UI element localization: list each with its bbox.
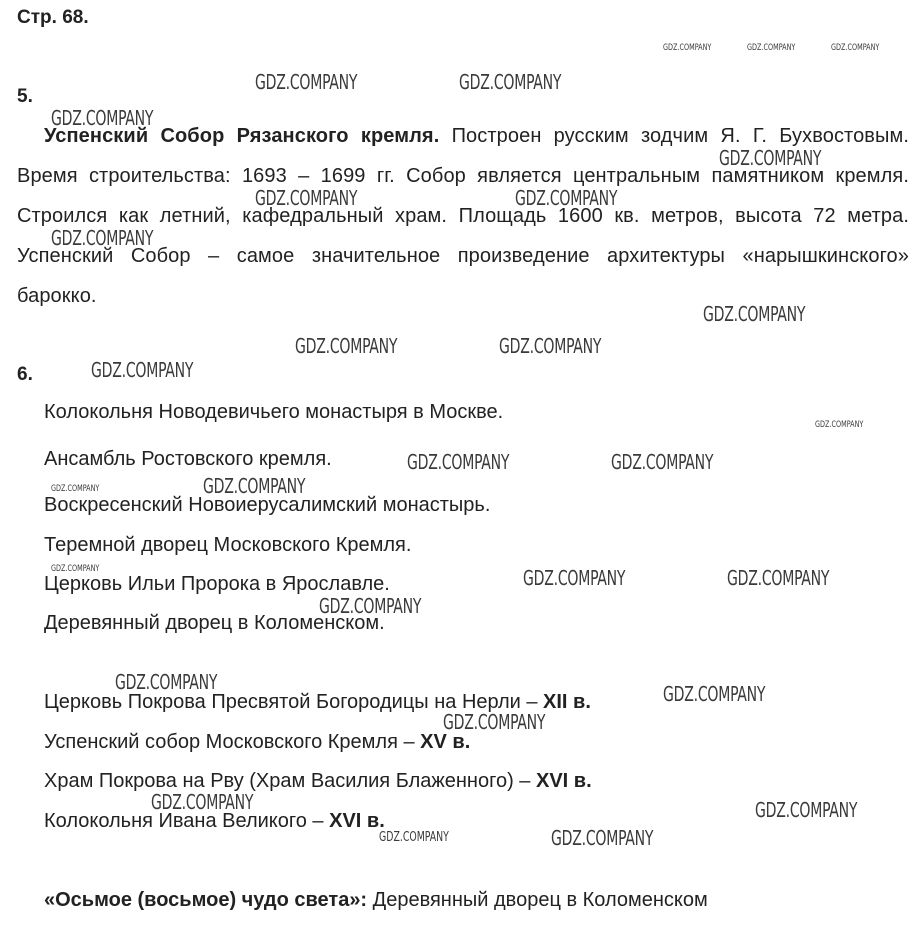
century-item-text: Успенский собор Московского Кремля –	[44, 731, 421, 753]
watermark: GDZ.COMPANY	[319, 594, 422, 618]
list-item: Деревянный дворец в Коломенском.	[44, 612, 385, 634]
watermark: GDZ.COMPANY	[203, 474, 306, 498]
watermark: GDZ.COMPANY	[523, 566, 626, 590]
section-5-title: Успенский Собор Рязанского кремля.	[44, 125, 440, 147]
century-item-text: Церковь Покрова Пресвятой Богородицы на Нерли –	[44, 691, 544, 713]
list-item: Ансамбль Ростовского кремля.	[44, 448, 332, 470]
watermark: GDZ.COMPANY	[91, 358, 194, 382]
section-6-number: 6.	[17, 364, 33, 385]
watermark: GDZ.COMPANY	[663, 43, 712, 53]
watermark: GDZ.COMPANY	[51, 484, 100, 494]
list-item: Воскресенский Новоиерусалимский монастырь.	[44, 494, 491, 516]
watermark: GDZ.COMPANY	[747, 43, 796, 53]
century-item-text: Колокольня Ивана Великого –	[44, 810, 330, 832]
watermark: GDZ.COMPANY	[407, 450, 510, 474]
watermark: GDZ.COMPANY	[755, 798, 858, 822]
watermark: GDZ.COMPANY	[51, 106, 154, 130]
century-item-text: Храм Покрова на Рву (Храм Василия Блаженного) –	[44, 770, 536, 792]
watermark: GDZ.COMPANY	[115, 670, 218, 694]
watermark: GDZ.COMPANY	[459, 70, 562, 94]
watermark: GDZ.COMPANY	[703, 302, 806, 326]
watermark: GDZ.COMPANY	[499, 334, 602, 358]
list-item: Церковь Ильи Пророка в Ярославле.	[44, 573, 390, 595]
watermark: GDZ.COMPANY	[151, 790, 254, 814]
watermark: GDZ.COMPANY	[443, 710, 546, 734]
century-item	[44, 731, 470, 754]
list-item: Колокольня Новодевичьего монастыря в Москве.	[44, 401, 504, 423]
watermark: GDZ.COMPANY	[255, 186, 358, 210]
watermark: GDZ.COMPANY	[831, 43, 880, 53]
watermark: GDZ.COMPANY	[255, 70, 358, 94]
watermark: GDZ.COMPANY	[719, 146, 822, 170]
wonder-title: «Осьмое (восьмое) чудо света»:	[44, 889, 368, 911]
watermark: GDZ.COMPANY	[295, 334, 398, 358]
wonder-line	[44, 889, 708, 912]
century-value: XV в.	[420, 731, 471, 753]
watermark: GDZ.COMPANY	[663, 682, 766, 706]
page-label: Стр. 68.	[17, 7, 89, 28]
list-item: Теремной дворец Московского Кремля.	[44, 534, 412, 556]
wonder-text: Деревянный дворец в Коломенском	[367, 889, 708, 911]
watermark: GDZ.COMPANY	[727, 566, 830, 590]
watermark: GDZ.COMPANY	[51, 226, 154, 250]
century-value: XII в.	[543, 691, 591, 713]
watermark: GDZ.COMPANY	[611, 450, 714, 474]
century-value: XVI в.	[329, 810, 385, 832]
section-5-text: Построен русским зодчим Я. Г. Бухвостовым. Время строительства: 1693 – 1699 гг. Собор является центральным памятником кремля. Строился как летний, кафедральный храм. Площадь 1600 кв. метров, высота 72 метра. Успенский Собор – самое значительное произведение архитектуры «нарышкинского» барокко.	[17, 125, 910, 307]
century-item	[44, 770, 592, 793]
section-5-number: 5.	[17, 86, 33, 107]
century-value: XVI в.	[535, 770, 592, 792]
watermark: GDZ.COMPANY	[379, 830, 449, 845]
watermark: GDZ.COMPANY	[815, 420, 864, 430]
watermark: GDZ.COMPANY	[51, 564, 100, 574]
watermark: GDZ.COMPANY	[551, 826, 654, 850]
watermark: GDZ.COMPANY	[515, 186, 618, 210]
